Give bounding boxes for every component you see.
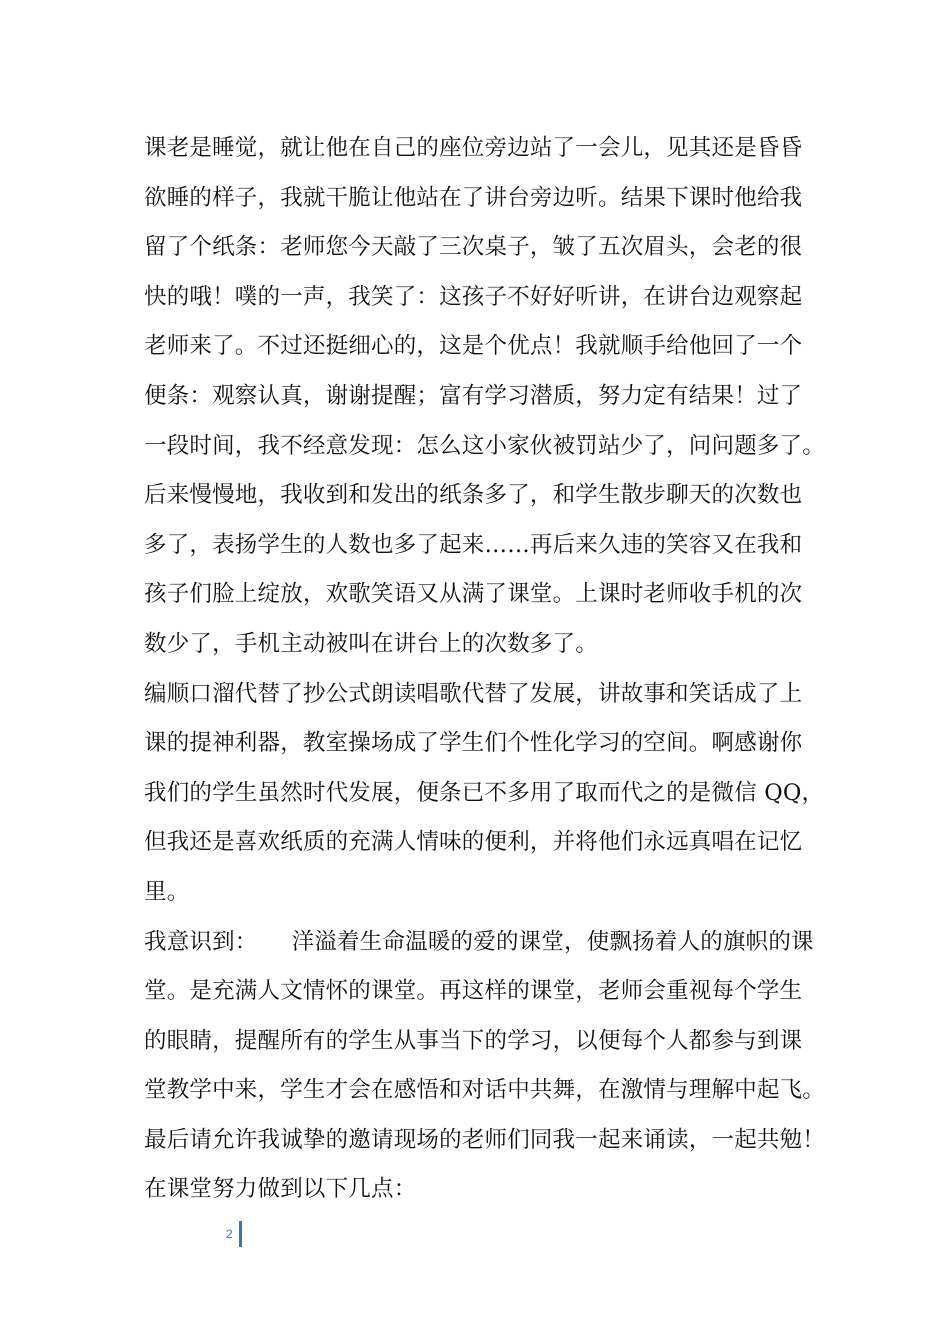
text-line: 数少了，手机主动被叫在讲台上的次数多了。 xyxy=(144,630,599,657)
text-line: 孩子们脸上绽放，欢歌笑语又从满了课堂。上课时老师收手机的次 xyxy=(144,581,803,608)
text-line: 快的哦！噗的一声，我笑了：这孩子不好好听讲，在讲台边观察起 xyxy=(144,283,803,310)
text-line: 后来慢慢地，我收到和发出的纸条多了，和学生散步聊天的次数也 xyxy=(144,482,803,509)
text-line: 便条：观察认真，谢谢提醒；富有学习潜质，努力定有结果！过了 xyxy=(144,382,803,409)
text-line: 在课堂努力做到以下几点： xyxy=(144,1176,417,1203)
text-line: 最后请允许我诚挚的邀请现场的老师们同我一起来诵读，一起共勉！ xyxy=(144,1126,826,1153)
text-line: 课的提神利器，教室操场成了学生们个性化学习的空间。啊感谢你 xyxy=(144,730,803,757)
text-line: 堂教学中来，学生才会在感悟和对话中共舞，在激情与理解中起飞。 xyxy=(144,1077,826,1104)
text-line: 一段时间，我不经意发现：怎么这小家伙被罚站少了，问问题多了。 xyxy=(144,432,826,459)
text-line: 课老是睡觉，就让他在自己的座位旁边站了一会儿，见其还是昏昏 xyxy=(144,135,803,161)
page-footer xyxy=(226,1221,242,1247)
text-line: 我意识到： 洋溢着生命温暖的爱的课堂，使飘扬着人的旗帜的课 xyxy=(144,928,814,955)
document-body xyxy=(144,124,834,1215)
text-line: 的眼睛，提醒所有的学生从事当下的学习，以便每个人都参与到课 xyxy=(144,1027,803,1054)
text-line: 多了，表扬学生的人数也多了起来……再后来久违的笑容又在我和 xyxy=(144,531,803,558)
footer-divider xyxy=(239,1221,242,1247)
text-line: 编顺口溜代替了抄公式朗读唱歌代替了发展，讲故事和笑话成了上 xyxy=(144,680,803,707)
page-number: 2 xyxy=(226,1227,233,1241)
text-line: 但我还是喜欢纸质的充满人情味的便利，并将他们永远真唱在记忆 xyxy=(144,829,803,856)
text-line: 我们的学生虽然时代发展，便条已不多用了取而代之的是微信 QQ， xyxy=(144,779,825,806)
text-line: 老师来了。不过还挺细心的，这是个优点！我就顺手给他回了一个 xyxy=(144,333,803,360)
text-line: 堂。是充满人文情怀的课堂。再这样的课堂，老师会重视每个学生 xyxy=(144,978,803,1005)
text-line: 留了个纸条：老师您今天敲了三次桌子，皱了五次眉头，会老的很 xyxy=(144,234,803,261)
text-line: 欲睡的样子，我就干脆让他站在了讲台旁边听。结果下课时他给我 xyxy=(144,184,803,211)
text-line: 里。 xyxy=(144,878,190,905)
